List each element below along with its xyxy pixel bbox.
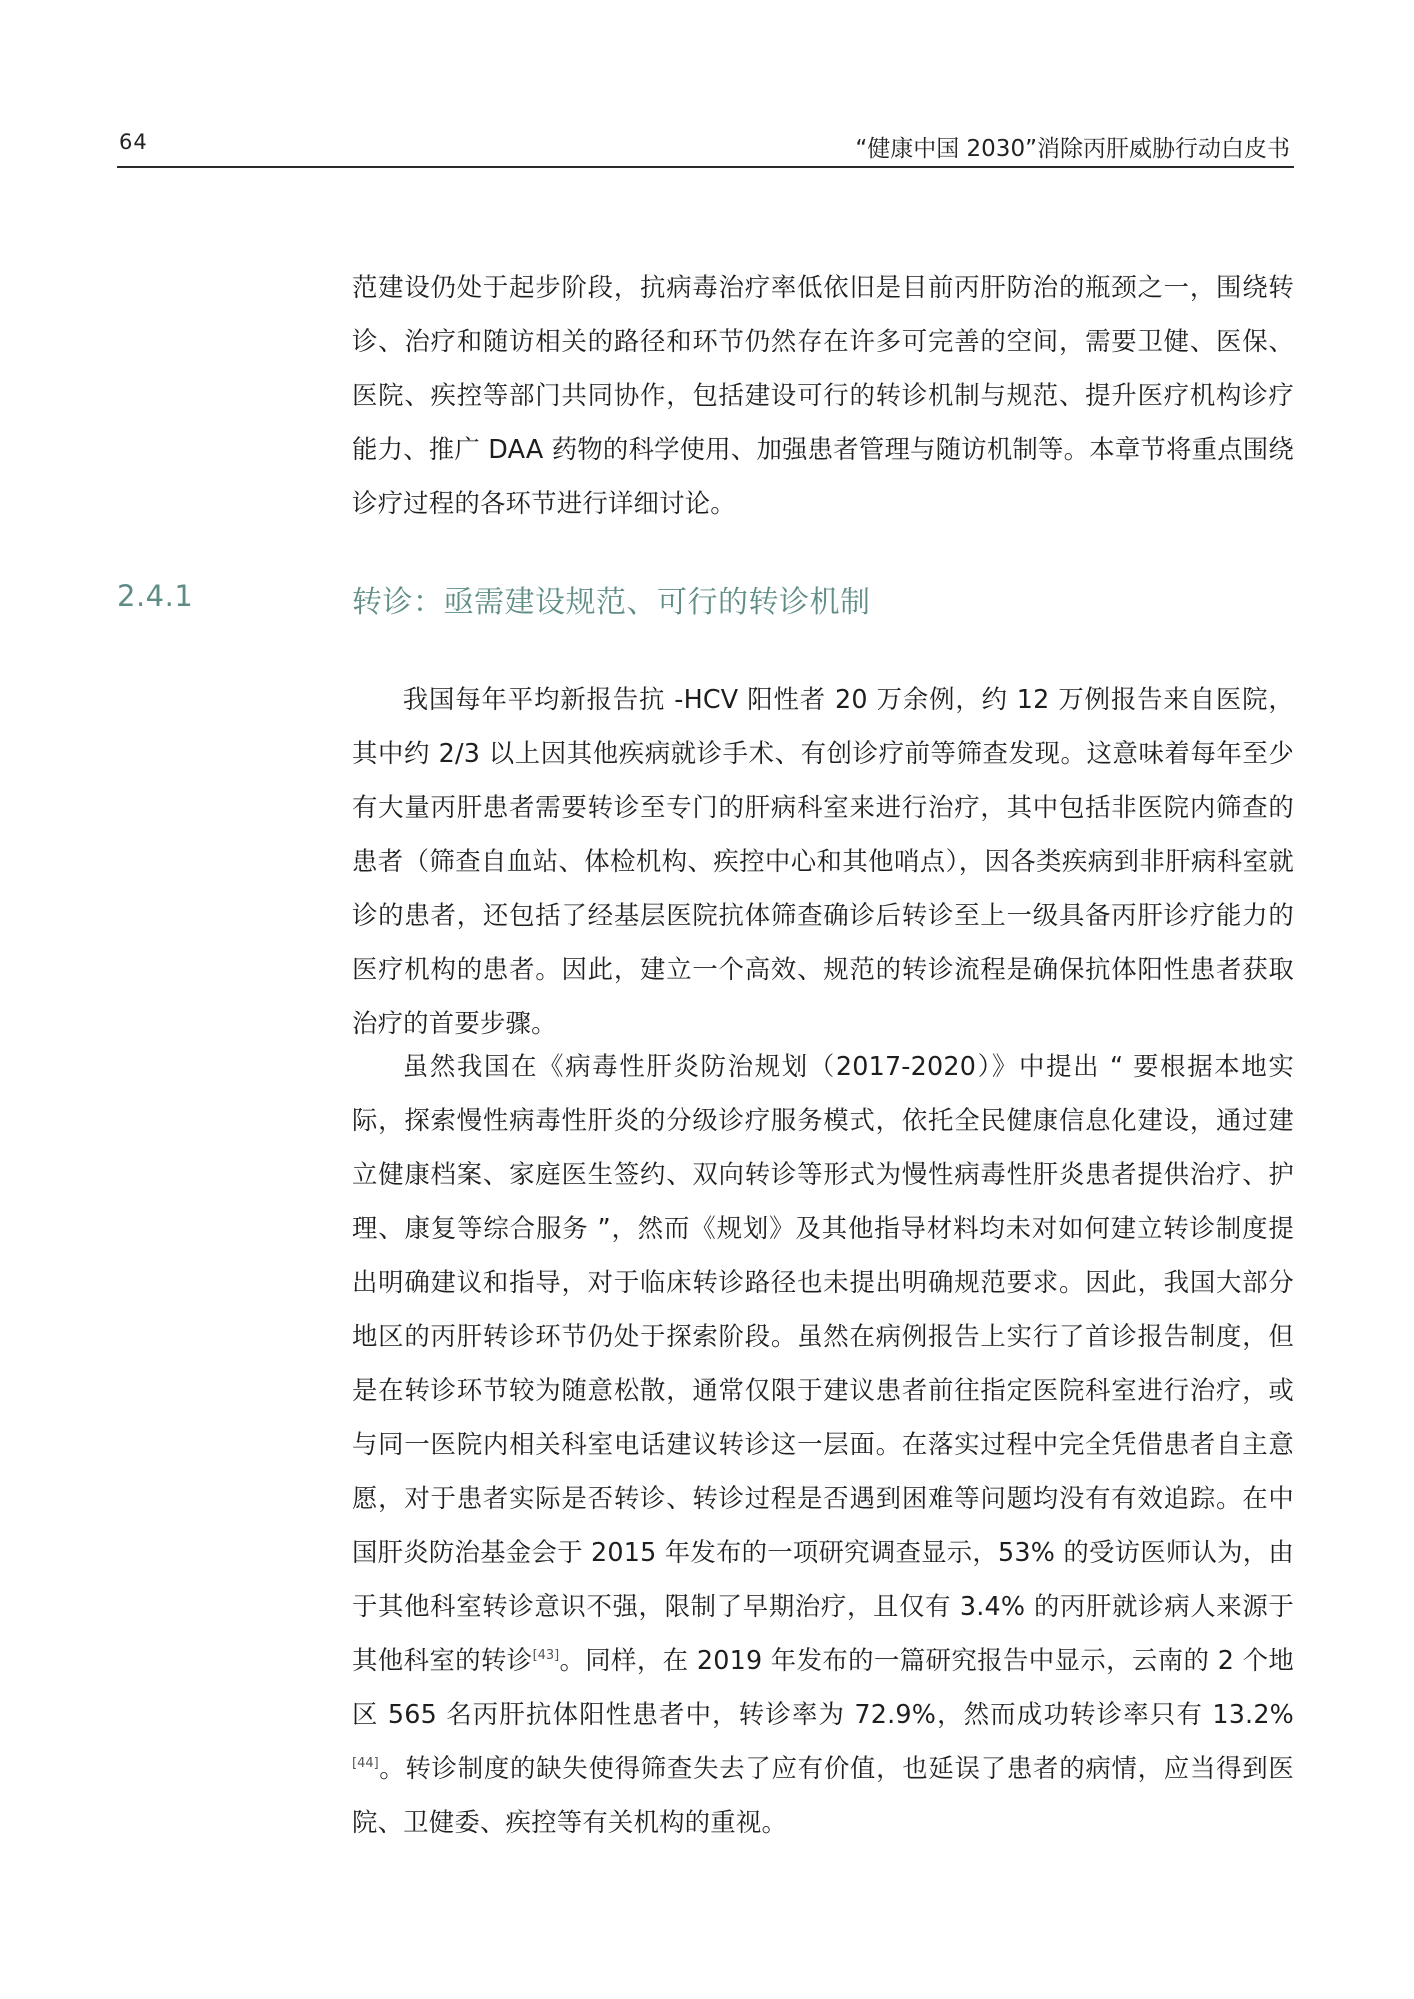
body-paragraph-2 [352,1039,1294,1849]
paragraph-2-text-part-2: 。同样，在 2019 年发布的一篇研究报告中显示，云南的 2 个地区 565 名丙肝抗体阳性患者中，转诊率为 72.9%，然而成功转诊率只有 13.2% [352,1645,1294,1729]
header-rule [117,166,1294,168]
page-number: 64 [119,130,148,154]
body-paragraph-1: 我国每年平均新报告抗 -HCV 阳性者 20 万余例，约 12 万例报告来自医院，其中约 2/3 以上因其他疾病就诊手术、有创诊疗前等筛查发现。这意味着每年至少有大量丙肝患者需要转诊至专门的肝病科室来进行治疗，其中包括非医院内筛查的患者（筛查自血站、体检机构、疾控中心和其他哨点），因各类疾病到非肝病科室就诊的患者，还包括了经基层医院抗体筛查确诊后转诊至上一级具备丙肝诊疗能力的医疗机构的患者。因此，建立一个高效、规范的转诊流程是确保抗体阳性患者获取治疗的首要步骤。 [352,684,1294,1038]
citation-ref-43: [43] [532,1648,560,1663]
intro-paragraph: 范建设仍处于起步阶段，抗病毒治疗率低依旧是目前丙肝防治的瓶颈之一，围绕转诊、治疗和随访相关的路径和环节仍然存在许多可完善的空间，需要卫健、医保、医院、疾控等部门共同协作，包括建设可行的转诊机制与规范、提升医疗机构诊疗能力、推广 DAA 药物的科学使用、加强患者管理与随访机制等。本章节将重点围绕诊疗过程的各环节进行详细讨论。 [352,272,1294,518]
running-title: “健康中国 2030”消除丙肝威胁行动白皮书 [855,136,1290,162]
section-number: 2.4.1 [117,579,194,613]
paragraph-2-text-part-1: 虽然我国在《病毒性肝炎防治规划（2017-2020）》中提出 “ 要根据本地实际，探索慢性病毒性肝炎的分级诊疗服务模式，依托全民健康信息化建设，通过建立健康档案、家庭医生签约、双向转诊等形式为慢性病毒性肝炎患者提供治疗、护理、康复等综合服务 ”，然而《规划》及其他指导材料均未对如何建立转诊制度提出明确建议和指导，对于临床转诊路径也未提出明确规范要求。因此，我国大部分地区的丙肝转诊环节仍处于探索阶段。虽然在病例报告上实行了首诊报告制度，但是在转诊环节较为随意松散，通常仅限于建议患者前往指定医院科室进行治疗，或与同一医院内相关科室电话建议转诊这一层面。在落实过程中完全凭借患者自主意愿，对于患者实际是否转诊、转诊过程是否遇到困难等问题均没有有效追踪。在中国肝炎防治基金会于 2015 年发布的一项研究调查显示，53% 的受访医师认为，由于其他科室转诊意识不强，限制了早期治疗，且仅有 3.4% 的丙肝就诊病人来源于其他科室的转诊 [352,1051,1294,1675]
citation-ref-44: [44] [352,1756,379,1771]
section-title: 转诊：亟需建设规范、可行的转诊机制 [352,585,871,620]
paragraph-2-text-part-3: 。转诊制度的缺失使得筛查失去了应有价值，也延误了患者的病情，应当得到医院、卫健委、疾控等有关机构的重视。 [352,1753,1294,1837]
